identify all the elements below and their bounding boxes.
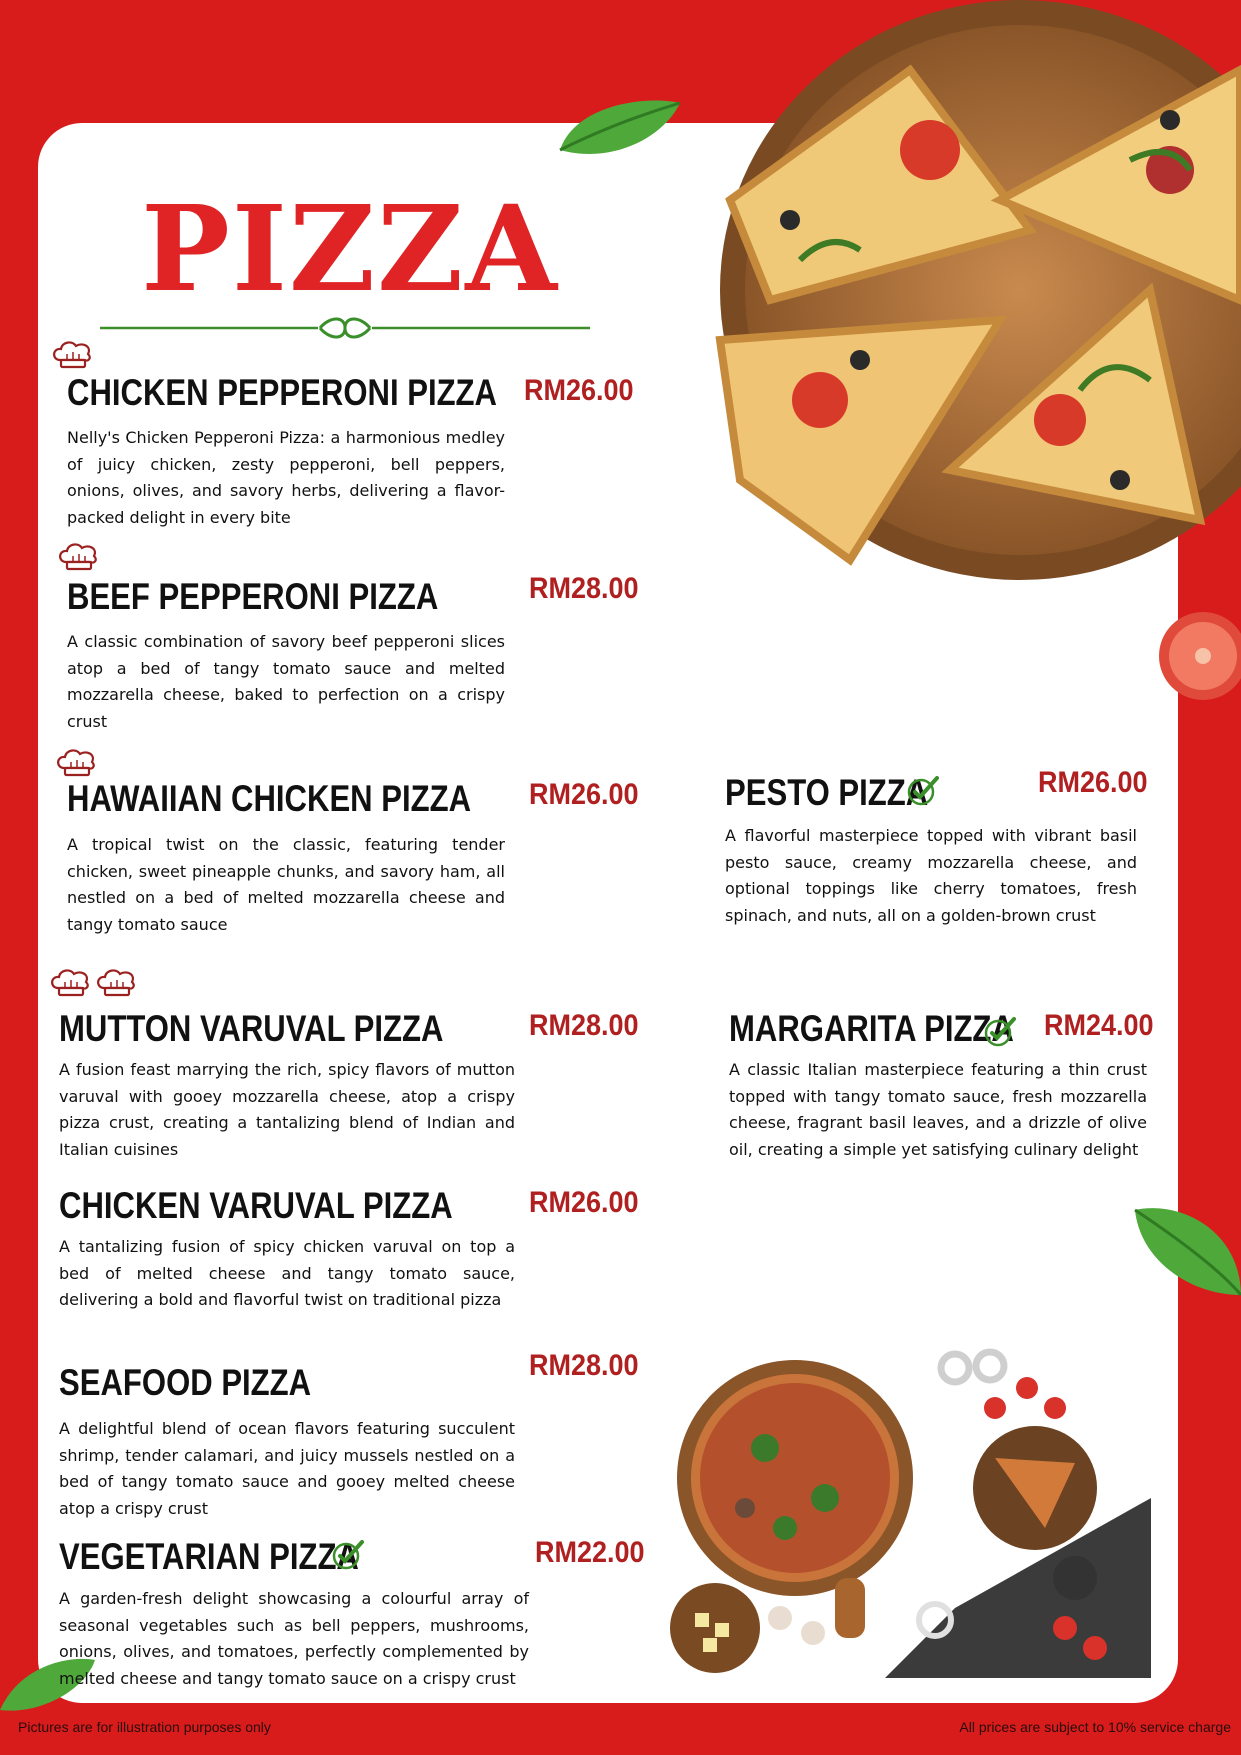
item-description: A classic combination of savory beef pepperoni slices atop a bed of tangy tomato sauce and melted mozzarella cheese, baked to perfection on a crispy crust — [67, 632, 505, 731]
chef-hat-icon — [50, 968, 92, 1002]
item-name: MARGARITA PIZZA — [729, 1008, 1014, 1049]
item-name: BEEF PEPPERONI PIZZA — [67, 576, 439, 617]
vegetarian-check-icon — [983, 1016, 1017, 1052]
item-description: Nelly's Chicken Pepperoni Pizza: a harmonious medley of juicy chicken, zesty pepperoni, bell peppers, onions, olives, and savory herbs, delivering a flavor-packed delight in every bite — [67, 428, 505, 527]
item-description: A tantalizing fusion of spicy chicken varuval on top a bed of melted cheese and tangy tomato sauce, delivering a bold and flavorful twist on traditional pizza — [59, 1237, 515, 1309]
item-name: CHICKEN PEPPERONI PIZZA — [67, 372, 498, 413]
footer-service-charge: All prices are subject to 10% service charge — [959, 1719, 1231, 1735]
basil-leaf-icon — [555, 95, 685, 165]
item-price: RM28.00 — [529, 1009, 639, 1042]
item-name: SEAFOOD PIZZA — [59, 1362, 312, 1403]
item-description: A delightful blend of ocean flavors featuring succulent shrimp, tender calamari, and juicy mussels nestled on a bed of tangy tomato sauce and gooey melted cheese atop a crispy crust — [59, 1419, 515, 1518]
pizza-board-image — [700, 0, 1241, 600]
vegetarian-check-icon — [906, 775, 940, 811]
pizza-spread-image — [655, 1348, 1151, 1678]
item-name: CHICKEN VARUVAL PIZZA — [59, 1185, 453, 1226]
item-description: A garden-fresh delight showcasing a colourful array of seasonal vegetables such as bell peppers, mushrooms, onions, olives, and tomatoes, perfectly complemented by melted cheese and tangy tomato sauce on a crispy crust — [59, 1589, 529, 1688]
title-divider — [100, 316, 590, 340]
item-name: PESTO PIZZA — [725, 772, 929, 813]
item-description: A flavorful masterpiece topped with vibrant basil pesto sauce, creamy mozzarella cheese, and optional toppings like cherry tomatoes, fresh spinach, and nuts, all on a golden-brown crust — [725, 826, 1137, 925]
item-name: HAWAIIAN CHICKEN PIZZA — [67, 778, 472, 819]
item-price: RM26.00 — [529, 1186, 639, 1219]
page-title: PIZZA — [141, 179, 559, 318]
item-price: RM26.00 — [1038, 766, 1148, 799]
vegetarian-check-icon — [331, 1539, 365, 1575]
tomato-slice-icon — [1148, 608, 1241, 703]
item-price: RM22.00 — [535, 1536, 645, 1569]
item-name: VEGETARIAN PIZZA — [59, 1536, 359, 1577]
item-description: A tropical twist on the classic, featuring tender chicken, sweet pineapple chunks, and savory ham, all nestled on a bed of melted mozzarella cheese and tangy tomato sauce — [67, 835, 505, 934]
item-price: RM28.00 — [529, 572, 639, 605]
item-price: RM26.00 — [529, 778, 639, 811]
chef-hat-icon — [52, 340, 94, 374]
footer-disclaimer: Pictures are for illustration purposes only — [18, 1719, 271, 1735]
item-name: MUTTON VARUVAL PIZZA — [59, 1008, 444, 1049]
item-price: RM28.00 — [529, 1349, 639, 1382]
item-price: RM26.00 — [524, 374, 634, 407]
item-price: RM24.00 — [1044, 1009, 1154, 1042]
chef-hat-icon — [96, 968, 138, 1002]
basil-leaf-icon — [1130, 1200, 1241, 1300]
item-description: A fusion feast marrying the rich, spicy flavors of mutton varuval with gooey mozzarella cheese, atop a crispy pizza crust, creating a tantalizing blend of Indian and Italian cuisines — [59, 1060, 515, 1159]
chef-hat-icon — [58, 542, 100, 576]
item-description: A classic Italian masterpiece featuring a thin crust topped with tangy tomato sauce, fresh mozzarella cheese, fragrant basil leaves, and a drizzle of olive oil, creating a simple yet satisfying culinary delight — [729, 1060, 1147, 1159]
